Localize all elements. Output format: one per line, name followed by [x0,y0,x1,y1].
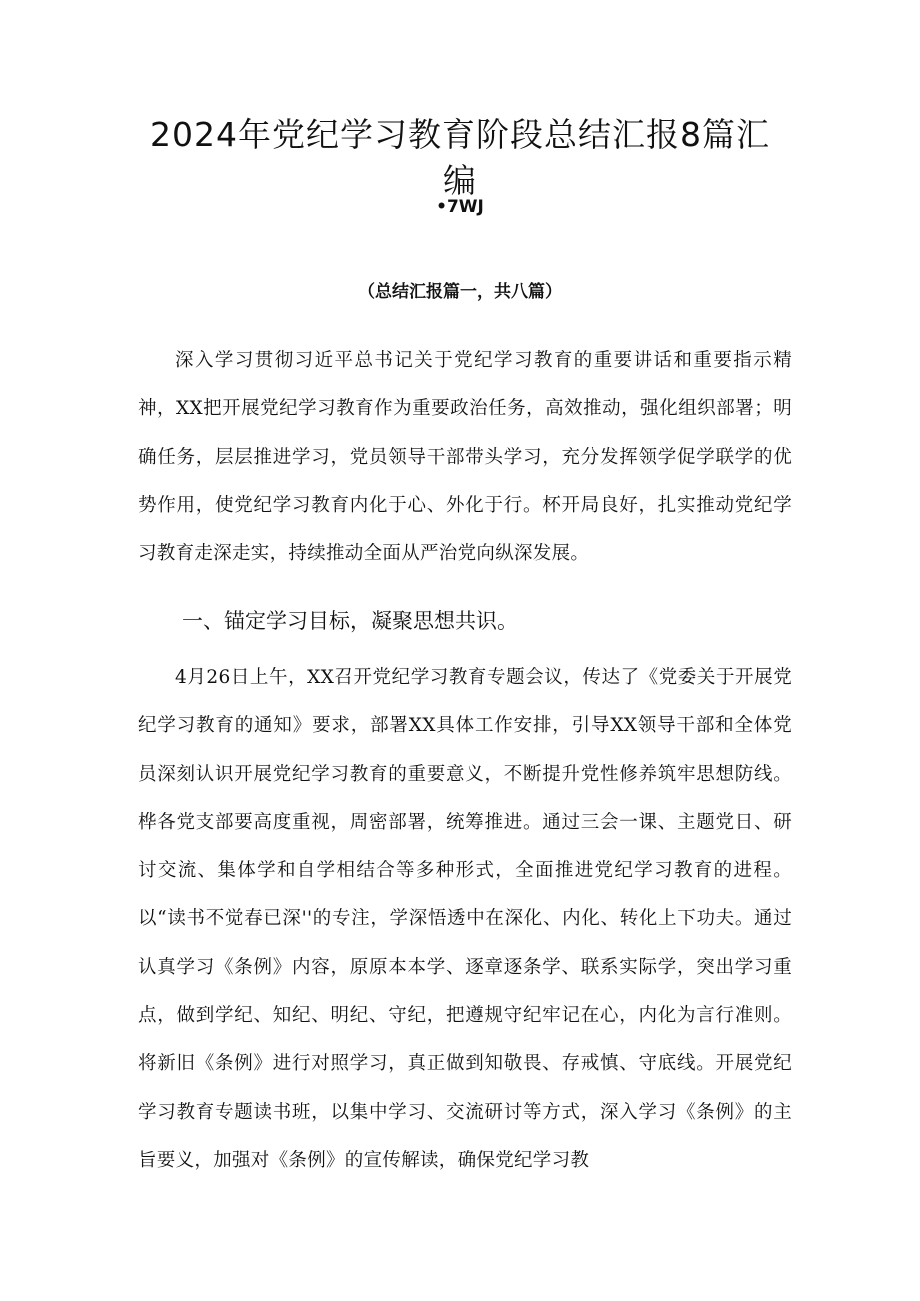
section-heading-1: 一、锚定学习目标，凝聚思想共识。 [182,609,518,633]
body-paragraph-2: 4月26日上午，XX召开党纪学习教育专题会议，传达了《党委关于开展党纪学习教育的通知》要求，部署XX具体工作安排，引导XX领导干部和全体党员深刻认识开展党纪学习教育的重要意义，不断提升党性修养筑牢思想防线。桦各党支部要高度重视，周密部署，统筹推进。通过三会一课、主题党日、研讨交流、集体学和自学相结合等多种形式，全面推进党纪学习教育的进程。以“读书不觉春已深''的专注，学深悟透中在深化、内化、转化上下功夫。通过认真学习《条例》内容，原原本本学、逐章逐条学、联系实际学，突出学习重点，做到学纪、知纪、明纪、守纪，把遵规守纪牢记在心，内化为言行准则。将新旧《条例》进行对照学习，真正做到知敬畏、存戒慎、守底线。开展党纪学习教育专题读书班，以集中学习、交流研讨等方式，深入学习《条例》的主旨要义，加强对《条例》的宣传解读，确保党纪学习教 [138,667,792,1171]
body-paragraph-1: 深入学习贯彻习近平总书记关于党纪学习教育的重要讲话和重要指示精神，XX把开展党纪学习教育作为重要政治任务，高效推动，强化组织部署；明确任务，层层推进学习，党员领导干部带头学习，充分发挥领学促学联学的优势作用，使党纪学习教育内化于心、外化于行。杯开局良好，扎实推动党纪学习教育走深走实，持续推动全面从严治党向纵深发展。 [138,350,792,565]
section-note: （总结汇报篇一，共八篇） [358,282,562,302]
document-subtitle: •7WJ [436,197,484,217]
document-title: 2024年党纪学习教育阶段总结汇报8篇汇编 [150,115,770,200]
